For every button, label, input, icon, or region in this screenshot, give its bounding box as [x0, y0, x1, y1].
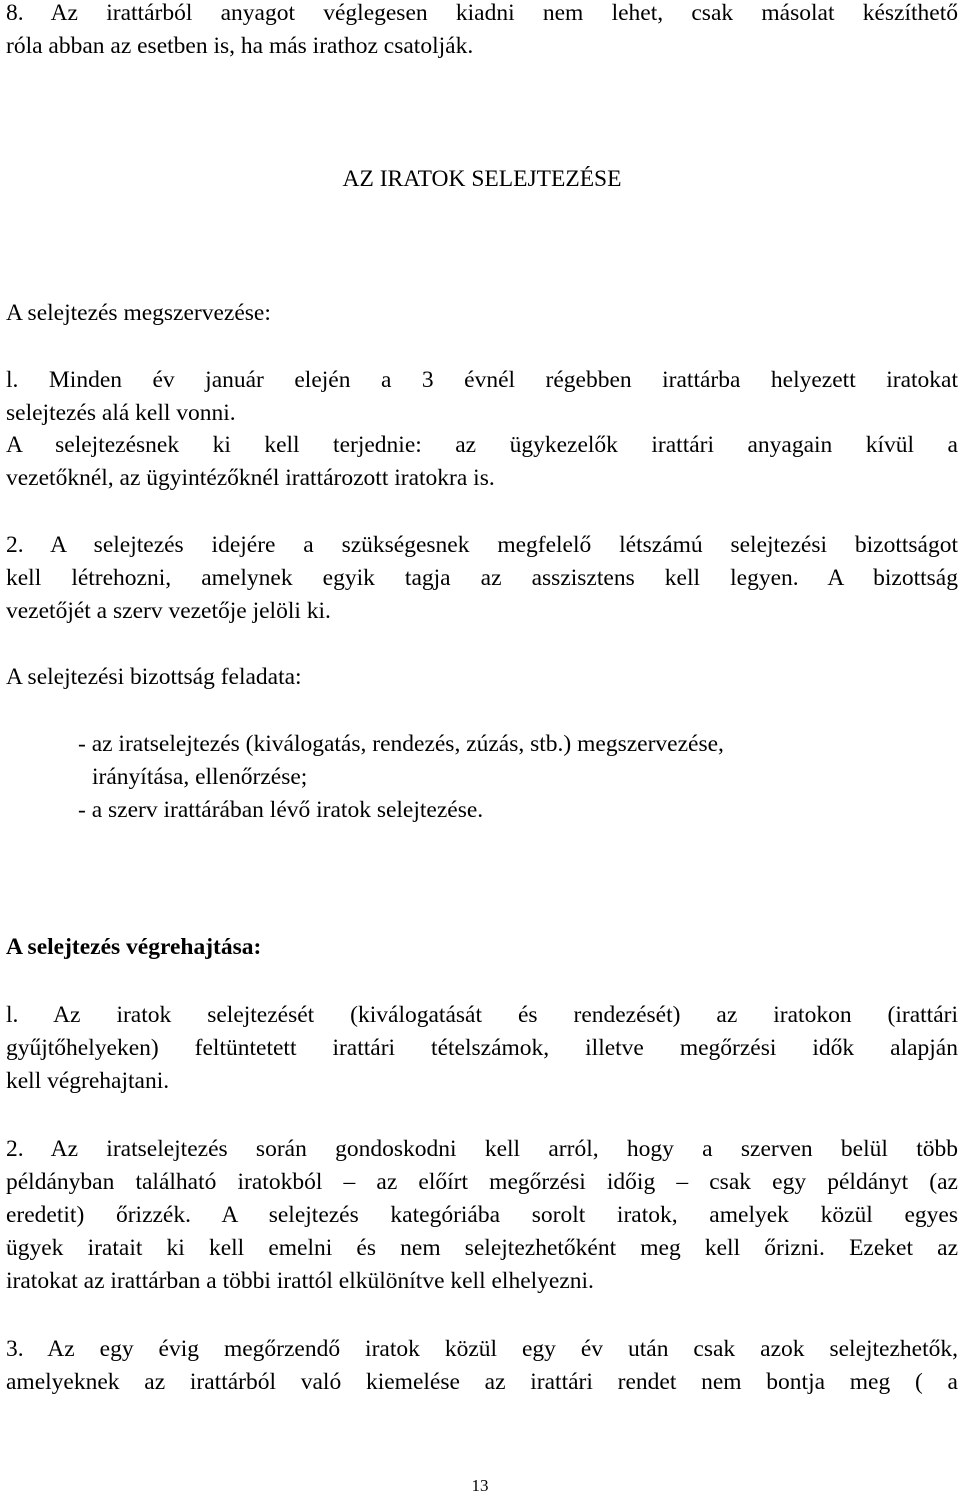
organization-paragraph-2	[6, 429, 958, 495]
list-item: - a szerv irattárában lévő iratok selejtezése.	[78, 797, 484, 823]
paragraph-line: 2. A selejtezés idejére a szükségesnek megfelelő létszámú selejtezési bizottságot	[6, 532, 958, 558]
paragraph-line: A selejtezésnek ki kell terjednie: az ügykezelők irattári anyagain kívül a	[6, 432, 958, 458]
paragraph-line: gyűjtőhelyeken) feltüntetett irattári tételszámok, illetve megőrzési idők alapján	[6, 1035, 958, 1061]
paragraph-line: amelyeknek az irattárból való kiemelése az irattári rendet nem bontja meg ( a	[6, 1369, 958, 1395]
section-title: AZ IRATOK SELEJTEZÉSE	[342, 166, 622, 192]
paragraph-item-8	[6, 0, 958, 63]
execution-paragraph-2	[6, 1133, 958, 1298]
execution-paragraph-1	[6, 999, 958, 1098]
paragraph-line: l. Az iratok selejtezését (kiválogatását és rendezését) az iratokon (irattári	[6, 1002, 958, 1028]
organization-paragraph-1	[6, 364, 958, 430]
organization-heading: A selejtezés megszervezése:	[6, 300, 271, 326]
paragraph-line: vezetőknél, az ügyintézőknél irattározott iratokra is.	[6, 465, 495, 491]
paragraph-line: 3. Az egy évig megőrzendő iratok közül egy év után csak azok selejtezhetők,	[6, 1336, 958, 1362]
paragraph-line: eredetit) őrizzék. A selejtezés kategóriába sorolt iratok, amelyek közül egyes	[6, 1202, 958, 1228]
paragraph-line: róla abban az esetben is, ha más irathoz csatolják.	[6, 33, 474, 59]
paragraph-line: ügyek iratait ki kell emelni és nem selejtezhetőként meg kell őrizni. Ezeket az	[6, 1235, 958, 1261]
page-number: 13	[471, 1476, 489, 1495]
committee-task-list	[78, 728, 938, 827]
paragraph-line: l. Minden év január elején a 3 évnél régebben irattárba helyezett iratokat	[6, 367, 958, 393]
organization-paragraph-3	[6, 529, 958, 628]
paragraph-line: selejtezés alá kell vonni.	[6, 400, 236, 426]
paragraph-line: 8. Az irattárból anyagot véglegesen kiadni nem lehet, csak másolat készíthető	[6, 0, 958, 26]
committee-heading: A selejtezési bizottság feladata:	[6, 664, 302, 690]
paragraph-line: kell létrehozni, amelynek egyik tagja az asszisztens kell legyen. A bizottság	[6, 565, 958, 591]
list-item-continuation: irányítása, ellenőrzése;	[92, 764, 308, 790]
list-item: - az iratselejtezés (kiválogatás, rendezés, zúzás, stb.) megszervezése,	[78, 731, 724, 757]
execution-heading: A selejtezés végrehajtása:	[6, 934, 262, 960]
paragraph-line: példányban található iratokból – az előírt megőrzési időig – csak egy példányt (az	[6, 1169, 958, 1195]
paragraph-line: kell végrehajtani.	[6, 1068, 170, 1094]
execution-paragraph-3	[6, 1333, 958, 1399]
paragraph-line: vezetőjét a szerv vezetője jelöli ki.	[6, 598, 331, 624]
paragraph-line: iratokat az irattárban a többi irattól elkülönítve kell elhelyezni.	[6, 1268, 594, 1294]
paragraph-line: 2. Az iratselejtezés során gondoskodni kell arról, hogy a szerven belül több	[6, 1136, 958, 1162]
